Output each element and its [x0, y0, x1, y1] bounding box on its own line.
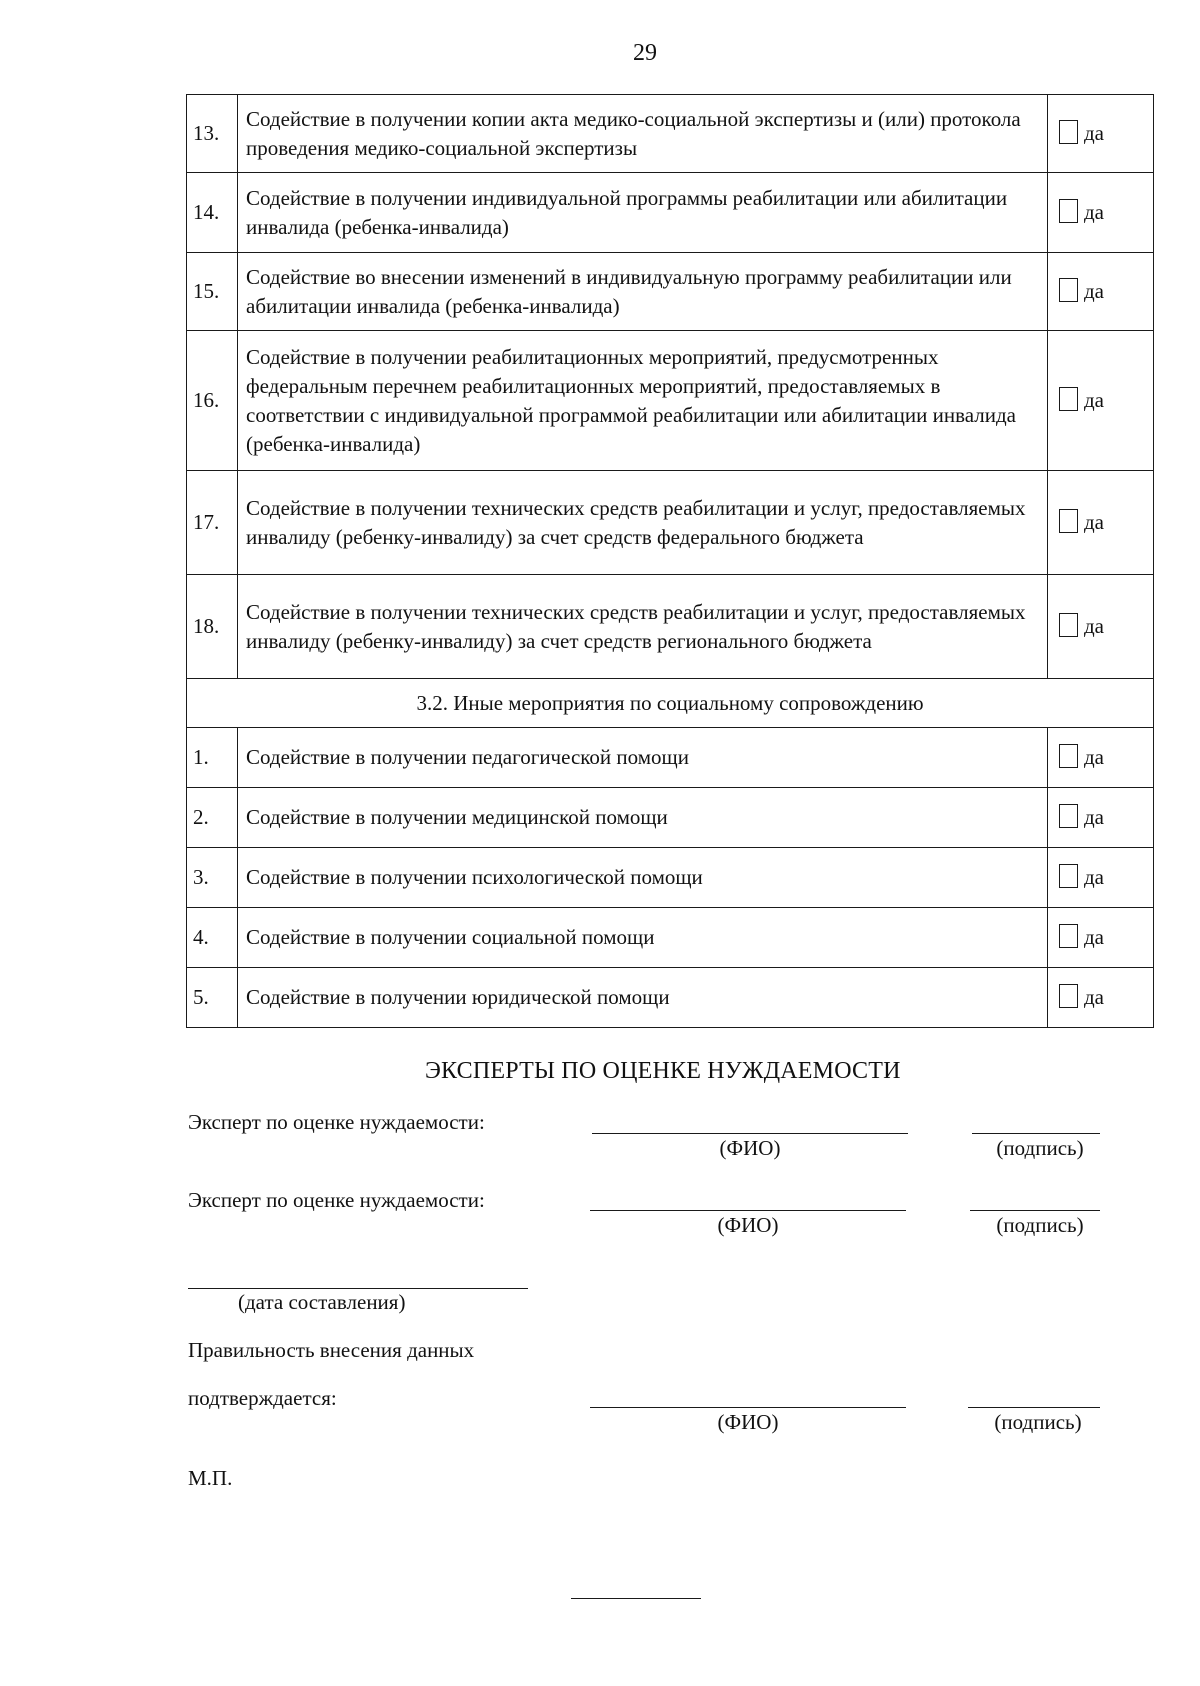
- checkbox-square-icon[interactable]: [1059, 120, 1078, 144]
- table-row: [187, 331, 1154, 471]
- fio-field[interactable]: [592, 1133, 908, 1134]
- row-number: 15.: [187, 253, 238, 331]
- table-row: [187, 173, 1154, 253]
- checkbox-square-icon[interactable]: [1059, 613, 1078, 637]
- row-text: Содействие в получении социальной помощи: [238, 908, 1048, 968]
- row-number: 3.: [187, 848, 238, 908]
- checkbox-square-icon[interactable]: [1059, 278, 1078, 302]
- checkbox-square-icon[interactable]: [1059, 804, 1078, 828]
- yes-checkbox[interactable]: [1048, 848, 1154, 908]
- yes-checkbox[interactable]: [1048, 908, 1154, 968]
- fio-caption: (ФИО): [717, 1410, 779, 1434]
- table-row: [187, 848, 1154, 908]
- row-text: Содействие в получении копии акта медико-социальной экспертизы и (или) протокола проведения медико-социальной экспертизы: [238, 95, 1048, 173]
- row-text: Содействие в получении технических средств реабилитации и услуг, предоставляемых инвалиду (ребенку-инвалиду) за счет средств федерального бюджета: [238, 471, 1048, 575]
- end-divider: [571, 1598, 701, 1599]
- yes-checkbox[interactable]: [1048, 253, 1154, 331]
- fio-field[interactable]: [590, 1210, 906, 1211]
- confirm-label-line1: Правильность внесения данных: [188, 1338, 475, 1362]
- row-number: 14.: [187, 173, 238, 253]
- row-text: Содействие в получении технических средств реабилитации и услуг, предоставляемых инвалиду (ребенку-инвалиду) за счет средств регионального бюджета: [238, 575, 1048, 679]
- row-text: Содействие в получении индивидуальной программы реабилитации или абилитации инвалида (ребенка-инвалида): [238, 173, 1048, 253]
- row-number: 4.: [187, 908, 238, 968]
- fio-caption: (ФИО): [717, 1213, 779, 1237]
- signature-caption: (подпись): [996, 1213, 1084, 1237]
- date-caption: (дата составления): [238, 1290, 406, 1314]
- row-text: Содействие в получении юридической помощи: [238, 968, 1048, 1028]
- row-text: Содействие в получении реабилитационных мероприятий, предусмотренных федеральным перечнем реабилитационных мероприятий, предоставляемых в соответствии с индивидуальной программой реабилитации или абилитации инвалида (ребенка-инвалида): [238, 331, 1048, 471]
- checkbox-label: да: [1084, 745, 1105, 769]
- checkbox-label: да: [1084, 805, 1105, 829]
- stamp-placeholder: М.П.: [188, 1466, 233, 1490]
- table-row: [187, 728, 1154, 788]
- table-row: [187, 788, 1154, 848]
- row-text: Содействие в получении педагогической помощи: [238, 728, 1048, 788]
- checkbox-label: да: [1084, 388, 1105, 412]
- checkbox-square-icon[interactable]: [1059, 387, 1078, 411]
- row-text: Содействие в получении психологической помощи: [238, 848, 1048, 908]
- section-title: 3.2. Иные мероприятия по социальному сопровождению: [187, 679, 1154, 728]
- yes-checkbox[interactable]: [1048, 728, 1154, 788]
- section-row: [187, 679, 1154, 728]
- table-row: [187, 908, 1154, 968]
- row-number: 18.: [187, 575, 238, 679]
- expert-label: Эксперт по оценке нуждаемости:: [188, 1110, 485, 1134]
- checkbox-square-icon[interactable]: [1059, 509, 1078, 533]
- checkbox-square-icon[interactable]: [1059, 199, 1078, 223]
- signature-caption: (подпись): [996, 1136, 1084, 1160]
- checkbox-label: да: [1084, 865, 1105, 889]
- signature-field[interactable]: [970, 1210, 1100, 1211]
- row-number: 16.: [187, 331, 238, 471]
- experts-title: ЭКСПЕРТЫ ПО ОЦЕНКЕ НУЖДАЕМОСТИ: [425, 1058, 901, 1084]
- yes-checkbox[interactable]: [1048, 471, 1154, 575]
- yes-checkbox[interactable]: [1048, 95, 1154, 173]
- checkbox-label: да: [1084, 279, 1105, 303]
- table-row: [187, 95, 1154, 173]
- yes-checkbox[interactable]: [1048, 173, 1154, 253]
- checkbox-label: да: [1084, 614, 1105, 638]
- yes-checkbox[interactable]: [1048, 331, 1154, 471]
- table-row: [187, 471, 1154, 575]
- row-text: Содействие в получении медицинской помощи: [238, 788, 1048, 848]
- page-number: 29: [633, 40, 657, 66]
- checkbox-square-icon[interactable]: [1059, 864, 1078, 888]
- table-row: [187, 253, 1154, 331]
- yes-checkbox[interactable]: [1048, 968, 1154, 1028]
- checkbox-square-icon[interactable]: [1059, 744, 1078, 768]
- row-text: Содействие во внесении изменений в индивидуальную программу реабилитации или абилитации инвалида (ребенка-инвалида): [238, 253, 1048, 331]
- table-row: [187, 968, 1154, 1028]
- checkbox-label: да: [1084, 985, 1105, 1009]
- services-table: [186, 94, 1154, 1028]
- row-number: 1.: [187, 728, 238, 788]
- row-number: 13.: [187, 95, 238, 173]
- checkbox-label: да: [1084, 925, 1105, 949]
- row-number: 17.: [187, 471, 238, 575]
- checkbox-label: да: [1084, 121, 1105, 145]
- checkbox-label: да: [1084, 510, 1105, 534]
- checkbox-square-icon[interactable]: [1059, 924, 1078, 948]
- checkbox-square-icon[interactable]: [1059, 984, 1078, 1008]
- confirm-label-line2: подтверждается:: [188, 1386, 337, 1410]
- signature-caption: (подпись): [994, 1410, 1082, 1434]
- row-number: 2.: [187, 788, 238, 848]
- fio-caption: (ФИО): [719, 1136, 781, 1160]
- signature-field[interactable]: [972, 1133, 1100, 1134]
- expert-label: Эксперт по оценке нуждаемости:: [188, 1188, 485, 1212]
- date-field[interactable]: [188, 1288, 528, 1289]
- fio-field[interactable]: [590, 1407, 906, 1408]
- checkbox-label: да: [1084, 200, 1105, 224]
- yes-checkbox[interactable]: [1048, 575, 1154, 679]
- signature-field[interactable]: [968, 1407, 1100, 1408]
- table-row: [187, 575, 1154, 679]
- yes-checkbox[interactable]: [1048, 788, 1154, 848]
- row-number: 5.: [187, 968, 238, 1028]
